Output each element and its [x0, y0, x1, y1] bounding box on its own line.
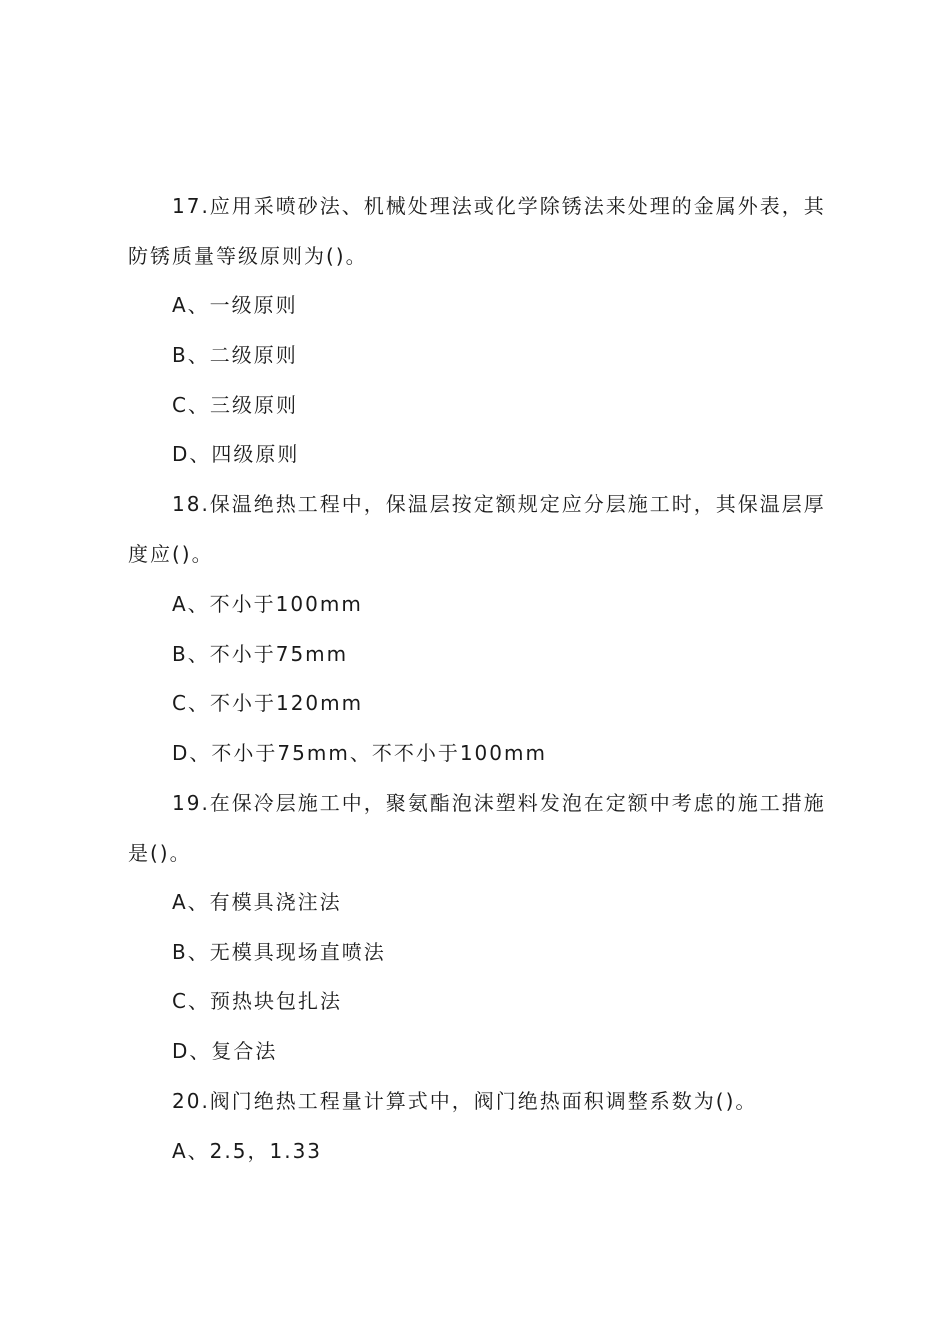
question-17-text-line1: 17.应用采喷砂法、机械处理法或化学除锈法来处理的金属外表，其	[172, 194, 826, 218]
question-19-text-line1: 19.在保冷层施工中，聚氨酯泡沫塑料发泡在定额中考虑的施工措施	[172, 791, 826, 815]
question-19-option-c: C、预热块包扎法	[172, 989, 342, 1013]
question-18-option-a: A、不小于100mm	[172, 592, 363, 616]
question-17-option-d: D、四级原则	[172, 442, 300, 466]
question-18-text-line1: 18.保温绝热工程中，保温层按定额规定应分层施工时，其保温层厚	[172, 492, 826, 516]
question-18-option-d: D、不小于75mm、不不小于100mm	[172, 741, 547, 765]
question-19-option-b: B、无模具现场直喷法	[172, 940, 386, 964]
question-17-option-b: B、二级原则	[172, 343, 298, 367]
question-18-option-b: B、不小于75mm	[172, 642, 349, 666]
question-17-option-c: C、三级原则	[172, 393, 298, 417]
question-18-text-line2: 度应()。	[128, 542, 214, 566]
question-19-option-a: A、有模具浇注法	[172, 890, 342, 914]
question-17-option-a: A、一级原则	[172, 293, 298, 317]
question-18-option-c: C、不小于120mm	[172, 691, 364, 715]
question-19-option-d: D、复合法	[172, 1039, 278, 1063]
question-20-text-line1: 20.阀门绝热工程量计算式中，阀门绝热面积调整系数为()。	[172, 1089, 758, 1113]
question-19-text-line2: 是()。	[128, 841, 192, 865]
question-20-option-a: A、2.5，1.33	[172, 1139, 323, 1163]
question-17-text-line2: 防锈质量等级原则为()。	[128, 244, 368, 268]
